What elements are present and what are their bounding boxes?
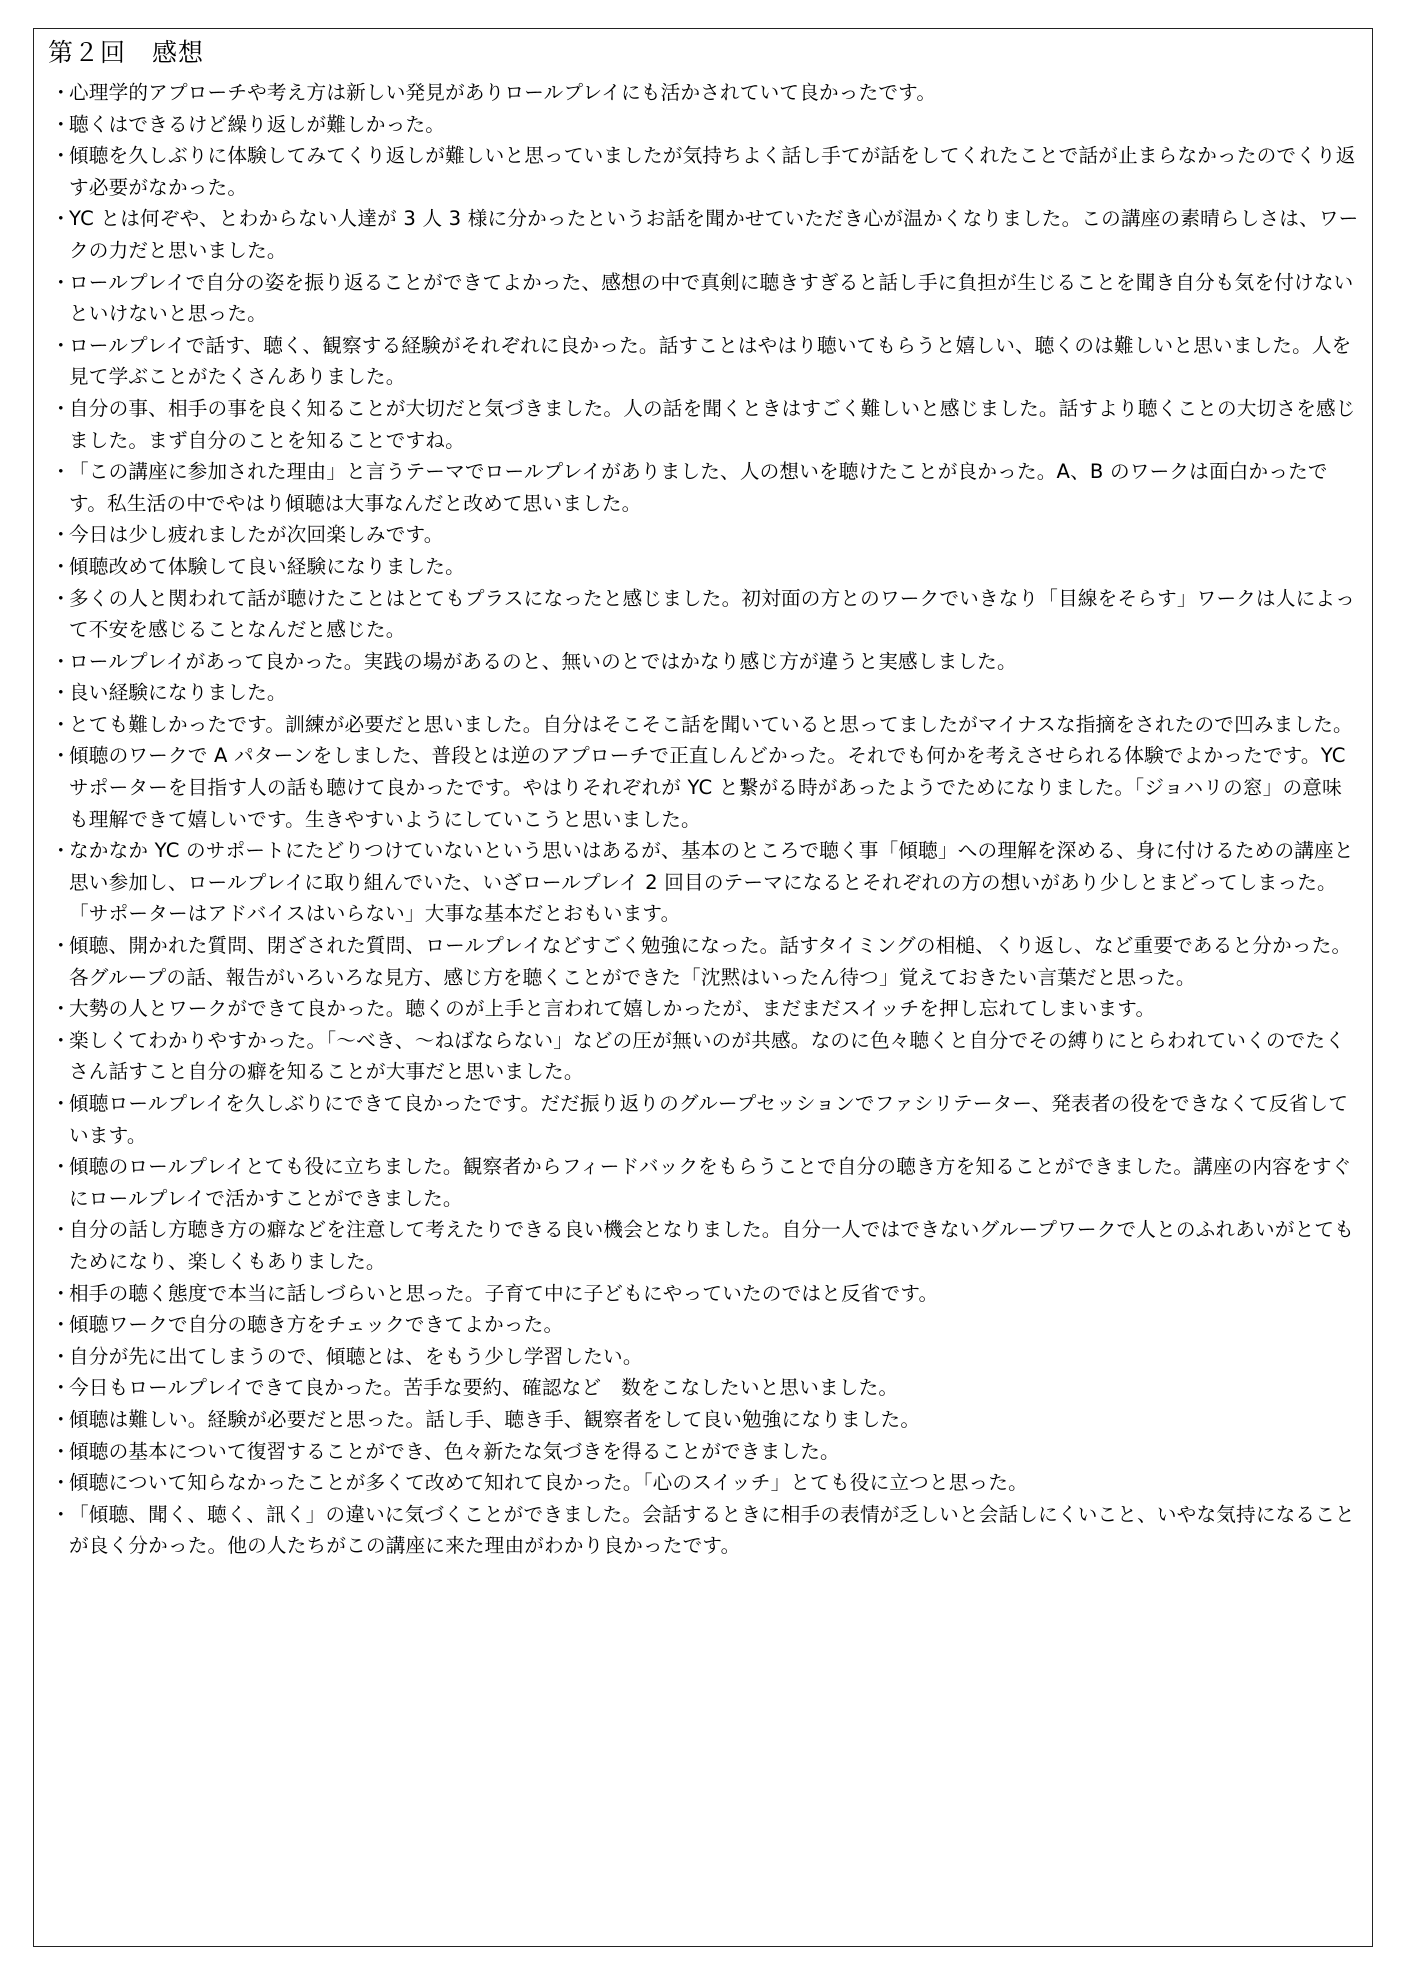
bullet-mark: ・ (51, 1281, 71, 1305)
comment-text: ロールプレイで話す、聴く、観察する経験がそれぞれに良かった。話すことはやはり聴いてもらうと嬉しい、聴くのは難しいと思いました。人を見て学ぶことがたくさんありました。 (69, 333, 1352, 389)
bullet-mark: ・ (51, 681, 71, 705)
comment-text: 傾聴ロールプレイを久しぶりにできて良かったです。だだ振り返りのグループセッションでファシリテーター、発表者の役をできなくて反省しています。 (69, 1092, 1349, 1147)
comment-item (49, 1404, 1361, 1436)
comment-item (49, 77, 1361, 109)
comment-item (49, 456, 1361, 519)
bullet-mark: ・ (51, 1439, 71, 1463)
comment-text: ロールプレイで自分の姿を振り返ることができてよかった、感想の中で真剣に聴きすぎると話し手に負担が生じることを聞き自分も気を付けないといけないと思った。 (69, 270, 1354, 326)
comment-text: 大勢の人とワークができて良かった。聴くのが上手と言われて嬉しかったが、まだまだスイッチを押し忘れてしまいます。 (69, 997, 1156, 1021)
comment-text: 傾聴、開かれた質問、閉ざされた質問、ロールプレイなどすごく勉強になった。話すタイミングの相槌、くり返し、など重要であると分かった。各グループの話、報告がいろいろな見方、感じ方を聴くことができた「沈黙はいったん待つ」覚えておきたい言葉だと思った。 (69, 934, 1352, 989)
comment-text: 「傾聴、聞く、聴く、訊く」の違いに気づくことができました。会話するときに相手の表情が乏しいと会話しにくいこと、いやな気持になることが良く分かった。他の人たちがこの講座に来た理由がわかり良かったです。 (69, 1502, 1355, 1558)
bullet-mark: ・ (51, 934, 71, 958)
comment-text: 自分が先に出てしまうので、傾聴とは、をもう少し学習したい。 (69, 1344, 643, 1368)
comment-text: 傾聴ワークで自分の聴き方をチェックできてよかった。 (69, 1313, 564, 1337)
comment-text: 傾聴改めて体験して良い経験になりました。 (69, 554, 465, 578)
comment-text: 多くの人と関われて話が聴けたことはとてもプラスになったと感じました。初対面の方とのワークでいきなり「目線をそらす」ワークは人によって不安を感じることなんだと感じた。 (69, 586, 1356, 642)
bullet-mark: ・ (51, 1092, 71, 1115)
bullet-mark: ・ (51, 744, 71, 768)
bullet-mark: ・ (51, 1313, 71, 1337)
comment-text: 傾聴のロールプレイとても役に立ちました。観察者からフィードバックをもらうことで自分の聴き方を知ることができました。講座の内容をすぐにロールプレイで活かすことができました。 (69, 1155, 1352, 1210)
comment-text: 楽しくてわかりやすかった。「～べき、～ねばならない」などの圧が無いのが共感。なのに色々聴くと自分でその縛りにとらわれていくのでたくさん話すこと自分の癖を知ることが大事だと思いました。 (69, 1028, 1346, 1084)
comment-item (49, 1214, 1361, 1277)
comment-item (49, 1151, 1361, 1214)
comment-item (49, 1467, 1361, 1499)
bullet-mark: ・ (51, 1407, 71, 1431)
comment-text: 傾聴を久しぶりに体験してみてくり返しが難しいと思っていましたが気持ちよく話し手てが話をしてくれたことで話が止まらなかったのでくり返す必要がなかった。 (69, 144, 1356, 199)
comment-text: 良い経験になりました。 (69, 681, 287, 705)
bullet-mark: ・ (51, 333, 71, 357)
bullet-mark: ・ (51, 396, 71, 420)
bullet-mark: ・ (51, 1155, 71, 1179)
bullet-mark: ・ (51, 586, 71, 610)
comment-text: 相手の聴く態度で本当に話しづらいと思った。子育て中に子どもにやっていたのではと反省です。 (69, 1281, 939, 1305)
comment-text: 傾聴について知らなかったことが多くて改めて知れて良かった。「心のスイッチ」とても役に立つと思った。 (69, 1471, 1028, 1495)
comment-text: 自分の話し方聴き方の癖などを注意して考えたりできる良い機会となりました。自分一人ではできないグループワークで人とのふれあいがとてもためになり、楽しくもありました。 (69, 1218, 1355, 1273)
comment-item (49, 203, 1361, 266)
bullet-mark: ・ (51, 997, 71, 1021)
comment-text: とても難しかったです。訓練が必要だと思いました。自分はそこそこ話を聞いていると思ってましたがマイナスな指摘をされたので凹みました。 (69, 712, 1353, 736)
comment-item (49, 1278, 1361, 1310)
comment-text: 「この講座に参加された理由」と言うテーマでロールプレイがありました、人の想いを聴けたことが良かった。A、B のワークは面白かったです。私生活の中でやはり傾聴は大事なんだと改めて思いました。 (69, 460, 1328, 515)
document-title: 第２回 感想 (48, 38, 205, 67)
comment-item (49, 709, 1361, 741)
bullet-mark: ・ (51, 112, 71, 136)
comment-text: 傾聴は難しい。経験が必要だと思った。話し手、聴き手、観察者をして良い勉強になりました。 (69, 1407, 921, 1431)
comment-item (49, 835, 1361, 930)
bullet-mark: ・ (51, 144, 71, 168)
comment-item (49, 109, 1361, 141)
comment-item (49, 1499, 1361, 1562)
bullet-mark: ・ (51, 1344, 71, 1368)
comment-item (49, 140, 1361, 203)
comment-item (49, 519, 1361, 551)
comment-text: 傾聴のワークで A パターンをしました、普段とは逆のアプローチで正直しんどかった。それでも何かを考えさせられる体験でよかったです。YC サポーターを目指す人の話も聴けて良かったです。やはりそれぞれが YC と繋がる時があったようでためになりました。「ジョハリの窓」の意味も理解できて嬉しいです。生きやすいようにしていこうと思いました。 (69, 744, 1346, 831)
comment-text: 今日は少し疲れましたが次回楽しみです。 (69, 523, 444, 547)
comment-text: YC とは何ぞや、とわからない人達が 3 人 3 様に分かったというお話を聞かせていただき心が温かくなりました。この講座の素晴らしさは、ワークの力だと思いました。 (69, 207, 1359, 262)
comment-item (49, 267, 1361, 330)
bullet-mark: ・ (51, 712, 71, 736)
bullet-mark: ・ (51, 1471, 71, 1495)
bullet-mark: ・ (51, 1376, 71, 1400)
comment-text: 今日もロールプレイできて良かった。苦手な要約、確認など 数をこなしたいと思いました。 (69, 1376, 899, 1400)
bullet-mark: ・ (51, 81, 71, 104)
comment-item (49, 551, 1361, 583)
comment-item (49, 930, 1361, 993)
comment-item (49, 993, 1361, 1025)
comment-text: なかなか YC のサポートにたどりつけていないという思いはあるが、基本のところで聴く事「傾聴」への理解を深める、身に付けるための講座と思い参加し、ロールプレイに取り組んでいた、いざロールプレイ 2 回目のテーマになるとそれぞれの方の想いがあり少しとまどってしまった。「サポーターはアドバイスはいらない」大事な基本だとおもいます。 (69, 839, 1354, 926)
comment-item (49, 677, 1361, 709)
comment-item (49, 1309, 1361, 1341)
comment-text: 自分の事、相手の事を良く知ることが大切だと気づきました。人の話を聞くときはすごく難しいと感じました。話すより聴くことの大切さを感じました。まず自分のことを知ることですね。 (69, 396, 1356, 452)
bullet-mark: ・ (51, 207, 71, 231)
comment-item (49, 740, 1361, 835)
bullet-mark: ・ (51, 1502, 71, 1526)
comment-item (49, 393, 1361, 456)
comment-item (49, 1025, 1361, 1088)
comment-list (49, 77, 1361, 1562)
bullet-mark: ・ (51, 523, 71, 547)
bullet-mark: ・ (51, 270, 71, 294)
bullet-mark: ・ (51, 1218, 71, 1242)
bullet-mark: ・ (51, 649, 71, 673)
comment-item (49, 1372, 1361, 1404)
comment-item (49, 330, 1361, 393)
bullet-mark: ・ (51, 554, 71, 578)
comment-text: 聴くはできるけど繰り返しが難しかった。 (69, 112, 446, 136)
comment-text: 心理学的アプローチや考え方は新しい発見がありロールプレイにも活かされていて良かったです。 (69, 81, 937, 104)
comment-item (49, 1341, 1361, 1373)
comment-item (49, 1436, 1361, 1468)
bullet-mark: ・ (51, 839, 71, 863)
comment-text: ロールプレイがあって良かった。実践の場があるのと、無いのとではかなり感じ方が違うと実感しました。 (69, 649, 1017, 673)
bullet-mark: ・ (51, 1028, 71, 1052)
comment-item (49, 583, 1361, 646)
comment-item (49, 1088, 1361, 1151)
bullet-mark: ・ (51, 460, 71, 484)
comment-item (49, 646, 1361, 678)
comment-text: 傾聴の基本について復習することができ、色々新たな気づきを得ることができました。 (69, 1439, 840, 1463)
